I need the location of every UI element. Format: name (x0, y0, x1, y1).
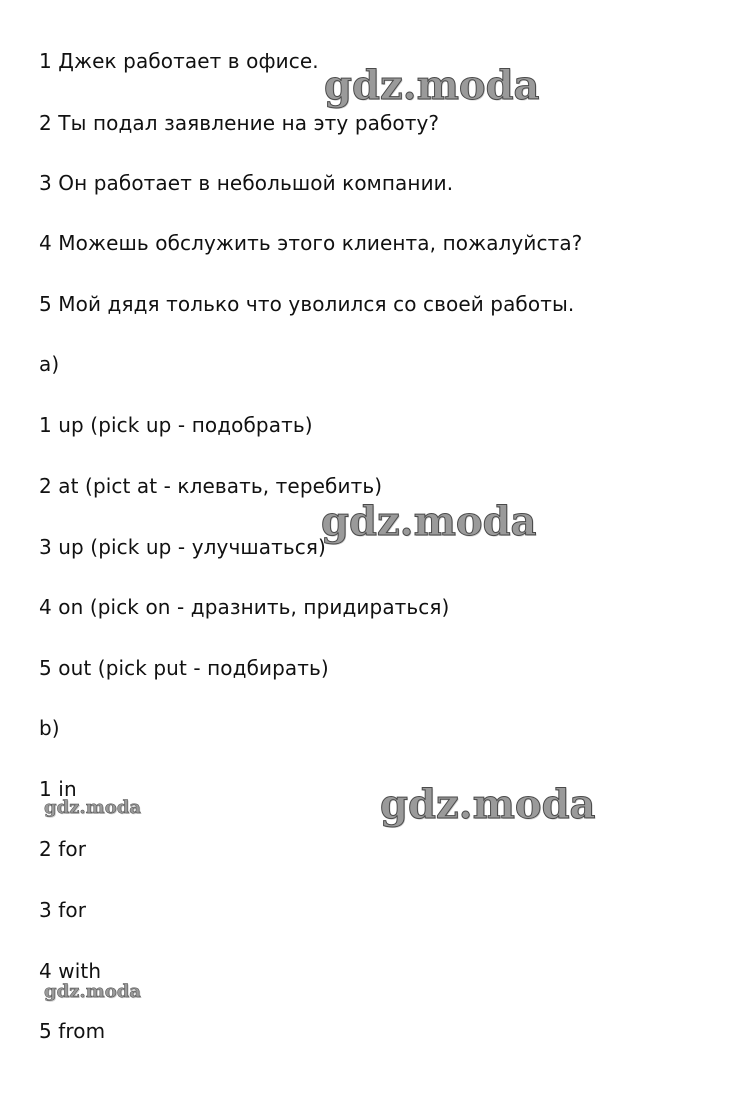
text-line-b4: 4 with (39, 959, 102, 983)
section-label-b: b) (39, 716, 60, 740)
text-line-b3: 3 for (39, 898, 87, 922)
watermark-1: gdz.moda (324, 62, 540, 109)
text-line-1: 1 Джек работает в офисе. (39, 49, 319, 73)
text-line-a3: 3 up (pick up - улучшаться) (39, 535, 326, 559)
watermark-2: gdz.moda (321, 498, 537, 545)
watermark-3: gdz.moda (380, 781, 596, 828)
text-line-4: 4 Можешь обслужить этого клиента, пожалуйста? (39, 231, 583, 255)
text-line-2: 2 Ты подал заявление на эту работу? (39, 111, 440, 135)
section-label-a: a) (39, 352, 60, 376)
text-line-5: 5 Мой дядя только что уволился со своей работы. (39, 292, 575, 316)
text-line-3: 3 Он работает в небольшой компании. (39, 171, 454, 195)
text-line-b2: 2 for (39, 837, 87, 861)
text-line-a4: 4 on (pick on - дразнить, придираться) (39, 595, 450, 619)
text-line-a2: 2 at (pict at - клевать, теребить) (39, 474, 383, 498)
watermark-4: gdz.moda (44, 797, 141, 818)
text-line-b5: 5 from (39, 1019, 106, 1043)
text-line-b1: 1 in (39, 777, 77, 801)
text-line-a5: 5 out (pick put - подбирать) (39, 656, 329, 680)
text-line-a1: 1 up (pick up - подобрать) (39, 413, 313, 437)
watermark-5: gdz.moda (44, 981, 141, 1002)
